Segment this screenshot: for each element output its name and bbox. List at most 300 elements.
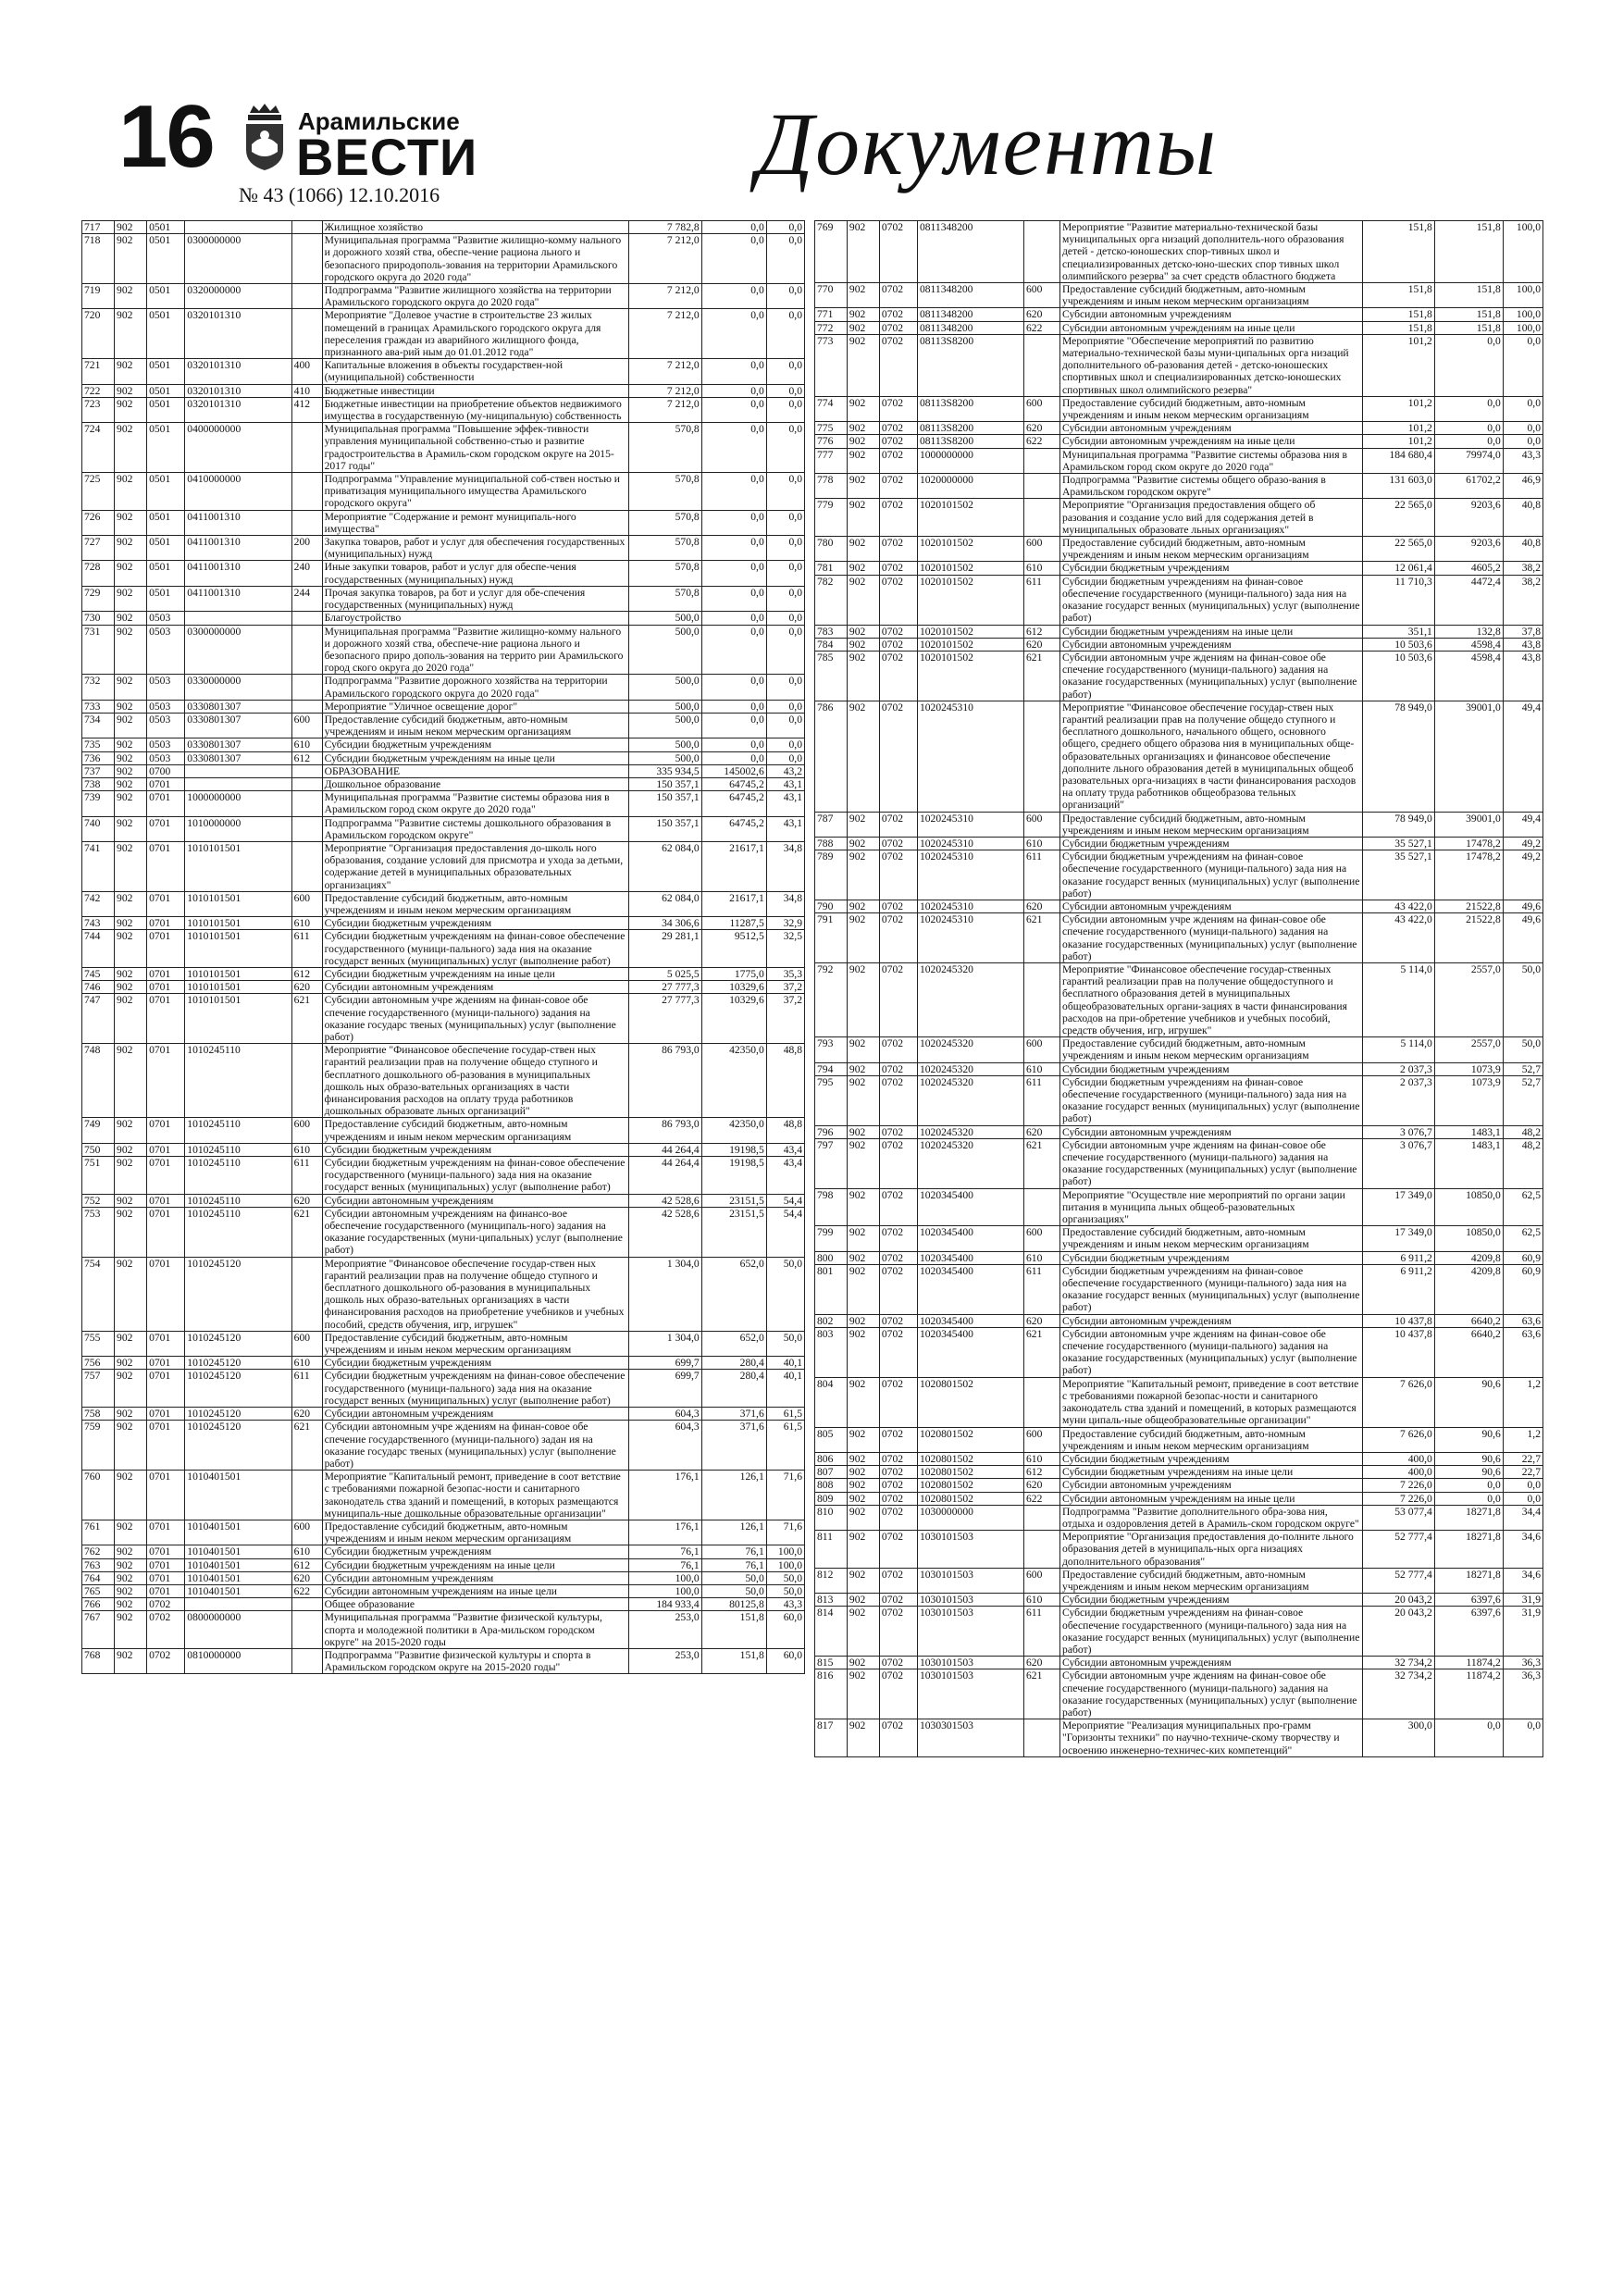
admin-code: 902 xyxy=(115,791,147,816)
executed-amount: 11874,2 xyxy=(1434,1657,1503,1669)
row-number: 732 xyxy=(82,675,115,700)
section-code: 0702 xyxy=(879,913,917,963)
section-code: 0702 xyxy=(147,1598,185,1611)
target-code: 1020101502 xyxy=(917,651,1023,701)
executed-amount: 151,8 xyxy=(1434,308,1503,321)
planned-amount: 7 626,0 xyxy=(1362,1427,1434,1452)
executed-amount: 4598,4 xyxy=(1434,651,1503,701)
table-row xyxy=(815,1669,1543,1719)
executed-amount: 0,0 xyxy=(701,612,766,625)
executed-amount: 61702,2 xyxy=(1434,474,1503,499)
expense-type xyxy=(1024,1188,1060,1226)
execution-percent: 22,7 xyxy=(1503,1452,1542,1465)
execution-percent: 43,4 xyxy=(766,1143,804,1156)
expense-type: 622 xyxy=(1024,1492,1060,1505)
admin-code: 902 xyxy=(115,1648,147,1673)
planned-amount: 7 212,0 xyxy=(629,309,701,359)
row-description: Предоставление субсидий бюджетным, авто-номным учреждениям и иным неком мерческим организациям xyxy=(322,713,629,738)
expense-type xyxy=(291,764,322,777)
row-description: Мероприятие "Организация предоставления общего об разования и создание усло вий для содержания детей в муниципальных образовате льных организациях" xyxy=(1060,499,1363,537)
table-row xyxy=(82,423,805,473)
section-code: 0702 xyxy=(879,1719,917,1757)
target-code: 1010101501 xyxy=(185,891,291,916)
executed-amount: 11874,2 xyxy=(1434,1669,1503,1719)
row-number: 763 xyxy=(82,1558,115,1571)
row-number: 733 xyxy=(82,700,115,713)
admin-code: 902 xyxy=(847,1479,879,1492)
table-row xyxy=(82,1370,805,1408)
table-row xyxy=(82,234,805,284)
executed-amount: 1073,9 xyxy=(1434,1075,1503,1125)
execution-percent: 0,0 xyxy=(766,284,804,309)
expense-type xyxy=(291,234,322,284)
admin-code: 902 xyxy=(847,1075,879,1125)
target-code: 1000000000 xyxy=(185,791,291,816)
expense-type xyxy=(1024,1505,1060,1530)
row-description: Субсидии автономным учре ждениям на финан-совое обе спечение государственного (муници-пального) задания на оказание государственных (муниципальных) услуг (выполнение работ) xyxy=(1060,913,1363,963)
admin-code: 902 xyxy=(847,962,879,1036)
executed-amount: 18271,8 xyxy=(1434,1568,1503,1593)
target-code: 1010401501 xyxy=(185,1545,291,1558)
admin-code: 902 xyxy=(847,1427,879,1452)
executed-amount: 126,1 xyxy=(701,1471,766,1520)
execution-percent: 43,2 xyxy=(766,764,804,777)
row-number: 735 xyxy=(82,738,115,751)
expense-type: 600 xyxy=(1024,1568,1060,1593)
section-code: 0503 xyxy=(147,700,185,713)
executed-amount: 4605,2 xyxy=(1434,562,1503,575)
planned-amount: 2 037,3 xyxy=(1362,1075,1434,1125)
executed-amount: 1483,1 xyxy=(1434,1138,1503,1188)
target-code: 1020101502 xyxy=(917,562,1023,575)
executed-amount: 79974,0 xyxy=(1434,448,1503,473)
budget-table-left xyxy=(81,220,805,1674)
planned-amount: 76,1 xyxy=(629,1558,701,1571)
row-number: 764 xyxy=(82,1571,115,1584)
admin-code: 902 xyxy=(847,1062,879,1075)
executed-amount: 1775,0 xyxy=(701,967,766,980)
execution-percent: 0,0 xyxy=(766,625,804,675)
table-row xyxy=(815,1075,1543,1125)
section-code: 0702 xyxy=(879,1452,917,1465)
execution-percent: 40,8 xyxy=(1503,499,1542,537)
admin-code: 902 xyxy=(115,536,147,561)
row-number: 811 xyxy=(815,1531,848,1569)
executed-amount: 10850,0 xyxy=(1434,1188,1503,1226)
target-code: 0320101310 xyxy=(185,309,291,359)
row-description: Субсидии бюджетным учреждениям xyxy=(322,738,629,751)
table-row xyxy=(815,850,1543,900)
expense-type: 600 xyxy=(1024,1427,1060,1452)
section-code: 0701 xyxy=(147,981,185,994)
section-code: 0702 xyxy=(879,1251,917,1264)
planned-amount: 35 527,1 xyxy=(1362,837,1434,850)
table-row xyxy=(815,448,1543,473)
row-number: 760 xyxy=(82,1471,115,1520)
executed-amount: 21522,8 xyxy=(1434,900,1503,912)
expense-type: 600 xyxy=(291,713,322,738)
execution-percent: 49,4 xyxy=(1503,812,1542,837)
target-code: 1030101503 xyxy=(917,1568,1023,1593)
section-code: 0702 xyxy=(879,1075,917,1125)
executed-amount: 0,0 xyxy=(1434,435,1503,448)
expense-type: 610 xyxy=(291,738,322,751)
row-description: Прочая закупка товаров, ра бот и услуг для обе-спечения государственных (муниципальных) нужд xyxy=(322,586,629,611)
planned-amount: 176,1 xyxy=(629,1471,701,1520)
row-number: 814 xyxy=(815,1607,848,1657)
expense-type: 600 xyxy=(291,1331,322,1356)
executed-amount: 90,6 xyxy=(1434,1427,1503,1452)
target-code: 1010245120 xyxy=(185,1408,291,1421)
section-code: 0702 xyxy=(879,1568,917,1593)
admin-code: 902 xyxy=(847,1466,879,1479)
section-code: 0701 xyxy=(147,1421,185,1471)
row-description: Мероприятие "Осуществле ние мероприятий по органи зации питания в муниципа льных общеоб-разовательных организациях" xyxy=(1060,1188,1363,1226)
admin-code: 902 xyxy=(847,334,879,396)
row-description: Субсидии бюджетным учреждениям на финан-совое обеспечение государственного (муници-пального) зада ния на оказание государст венных (муниципальных) услуг (выполнение работ) xyxy=(1060,1607,1363,1657)
section-code: 0701 xyxy=(147,917,185,930)
execution-percent: 34,8 xyxy=(766,841,804,891)
row-number: 769 xyxy=(815,221,848,283)
section-code: 0701 xyxy=(147,1118,185,1143)
target-code: 08113S8200 xyxy=(917,422,1023,435)
executed-amount: 0,0 xyxy=(701,510,766,535)
execution-percent: 62,5 xyxy=(1503,1188,1542,1226)
admin-code: 902 xyxy=(847,837,879,850)
execution-percent: 0,0 xyxy=(766,738,804,751)
row-number: 743 xyxy=(82,917,115,930)
executed-amount: 18271,8 xyxy=(1434,1531,1503,1569)
table-row xyxy=(815,638,1543,651)
executed-amount: 90,6 xyxy=(1434,1466,1503,1479)
expense-type xyxy=(291,221,322,234)
row-description: Субсидии бюджетным учреждениям на иные цели xyxy=(322,1558,629,1571)
table-row xyxy=(815,1226,1543,1251)
section-code: 0702 xyxy=(879,1314,917,1327)
row-number: 801 xyxy=(815,1264,848,1314)
target-code: 1020345400 xyxy=(917,1251,1023,1264)
row-description: Мероприятие "Уличное освещение дорог" xyxy=(322,700,629,713)
table-row xyxy=(82,1471,805,1520)
expense-type xyxy=(291,612,322,625)
target-code: 1020245320 xyxy=(917,1062,1023,1075)
execution-percent: 1,2 xyxy=(1503,1427,1542,1452)
execution-percent: 43,1 xyxy=(766,777,804,790)
row-number: 772 xyxy=(815,321,848,334)
row-number: 795 xyxy=(815,1075,848,1125)
expense-type xyxy=(291,1611,322,1649)
expense-type xyxy=(291,1257,322,1331)
planned-amount: 100,0 xyxy=(629,1584,701,1597)
admin-code: 902 xyxy=(115,967,147,980)
execution-percent: 0,0 xyxy=(766,536,804,561)
section-code: 0701 xyxy=(147,1370,185,1408)
table-row xyxy=(82,1194,805,1207)
execution-percent: 100,0 xyxy=(1503,221,1542,283)
admin-code: 902 xyxy=(847,1657,879,1669)
admin-code: 902 xyxy=(847,1188,879,1226)
row-number: 789 xyxy=(815,850,848,900)
target-code: 1010101501 xyxy=(185,841,291,891)
section-code: 0701 xyxy=(147,1357,185,1370)
brand-title: ВЕСТИ xyxy=(296,128,478,186)
executed-amount: 371,6 xyxy=(701,1408,766,1421)
section-code: 0701 xyxy=(147,1194,185,1207)
left-column xyxy=(81,220,805,1674)
row-number: 744 xyxy=(82,930,115,968)
executed-amount: 6640,2 xyxy=(1434,1314,1503,1327)
table-row xyxy=(82,1207,805,1257)
row-number: 756 xyxy=(82,1357,115,1370)
row-description: Мероприятие "Обеспечение мероприятий по развитию материально-технической базы муни-ципальных орга низаций дополнительного об-разования детей - детско-юношеских спортивных школ и специализированных детско-юношеских спортивных школ олимпийского резерва" xyxy=(1060,334,1363,396)
row-description: Мероприятие "Организация предоставления до-школь ного образования, создание условий для присмотра и ухода за детьми, содержание детей в муниципальных образовательных организациях" xyxy=(322,841,629,891)
section-code: 0701 xyxy=(147,1408,185,1421)
executed-amount: 151,8 xyxy=(1434,321,1503,334)
row-number: 720 xyxy=(82,309,115,359)
section-code: 0501 xyxy=(147,221,185,234)
target-code: 0320000000 xyxy=(185,284,291,309)
row-description: Подпрограмма "Развитие дорожного хозяйства на территории Арамильского городского округа до 2020 года" xyxy=(322,675,629,700)
expense-type: 600 xyxy=(1024,396,1060,421)
expense-type: 200 xyxy=(291,536,322,561)
expense-type: 620 xyxy=(1024,1479,1060,1492)
row-description: Подпрограмма "Управление муниципальной соб-ствен ностью и приватизация муниципального имущества Арамильского городского округа" xyxy=(322,473,629,511)
expense-type: 611 xyxy=(1024,1075,1060,1125)
table-row xyxy=(815,537,1543,562)
row-number: 782 xyxy=(815,575,848,625)
section-code: 0702 xyxy=(879,448,917,473)
row-number: 737 xyxy=(82,764,115,777)
planned-amount: 43 422,0 xyxy=(1362,913,1434,963)
execution-percent: 0,0 xyxy=(1503,1719,1542,1757)
executed-amount: 126,1 xyxy=(701,1520,766,1545)
expense-type: 622 xyxy=(1024,435,1060,448)
table-row xyxy=(815,1505,1543,1530)
executed-amount: 9203,6 xyxy=(1434,537,1503,562)
expense-type xyxy=(291,1648,322,1673)
row-number: 802 xyxy=(815,1314,848,1327)
admin-code: 902 xyxy=(847,499,879,537)
planned-amount: 335 934,5 xyxy=(629,764,701,777)
table-row xyxy=(815,1479,1543,1492)
row-number: 724 xyxy=(82,423,115,473)
target-code: 1020345400 xyxy=(917,1264,1023,1314)
execution-percent: 36,3 xyxy=(1503,1657,1542,1669)
expense-type: 612 xyxy=(1024,1466,1060,1479)
row-description: Муниципальная программа "Развитие системы образова ния в Арамильском город ском округе до 2020 года" xyxy=(1060,448,1363,473)
target-code: 0400000000 xyxy=(185,423,291,473)
planned-amount: 400,0 xyxy=(1362,1452,1434,1465)
row-description: Субсидии бюджетным учреждениям на финан-совое обеспечение государственного (муници-пального) зада ния на оказание государст венных (муниципальных) услуг (выполнение работ) xyxy=(1060,850,1363,900)
target-code: 1020245320 xyxy=(917,1138,1023,1188)
expense-type: 600 xyxy=(291,1520,322,1545)
row-description: Субсидии автономным учре ждениям на финан-совое обе спечение государственного (муници-пального) задания на оказание государственных (муниципальных) услуг (выполнение работ) xyxy=(1060,651,1363,701)
admin-code: 902 xyxy=(115,1194,147,1207)
row-description: Субсидии автономным учреждениям xyxy=(1060,1314,1363,1327)
planned-amount: 500,0 xyxy=(629,713,701,738)
planned-amount: 27 777,3 xyxy=(629,994,701,1044)
target-code: 1010401501 xyxy=(185,1558,291,1571)
planned-amount: 3 076,7 xyxy=(1362,1125,1434,1138)
row-description: Субсидии бюджетным учреждениям xyxy=(1060,1594,1363,1607)
execution-percent: 0,0 xyxy=(766,309,804,359)
expense-type: 610 xyxy=(1024,562,1060,575)
table-row xyxy=(815,651,1543,701)
target-code xyxy=(185,612,291,625)
executed-amount: 0,0 xyxy=(1434,422,1503,435)
row-description: Субсидии автономным учреждениям на иные цели xyxy=(1060,1492,1363,1505)
executed-amount: 0,0 xyxy=(701,221,766,234)
section-code: 0701 xyxy=(147,841,185,891)
planned-amount: 5 025,5 xyxy=(629,967,701,980)
planned-amount: 32 734,2 xyxy=(1362,1669,1434,1719)
executed-amount: 39001,0 xyxy=(1434,812,1503,837)
expense-type xyxy=(1024,499,1060,537)
executed-amount: 50,0 xyxy=(701,1584,766,1597)
row-number: 766 xyxy=(82,1598,115,1611)
row-number: 719 xyxy=(82,284,115,309)
admin-code: 902 xyxy=(115,777,147,790)
table-row xyxy=(82,1545,805,1558)
target-code: 0810000000 xyxy=(185,1648,291,1673)
admin-code: 902 xyxy=(847,1125,879,1138)
target-code: 0330801307 xyxy=(185,751,291,764)
section-code: 0702 xyxy=(879,1607,917,1657)
executed-amount: 80125,8 xyxy=(701,1598,766,1611)
executed-amount: 0,0 xyxy=(1434,396,1503,421)
planned-amount: 570,8 xyxy=(629,536,701,561)
admin-code: 902 xyxy=(115,1143,147,1156)
row-number: 738 xyxy=(82,777,115,790)
row-number: 753 xyxy=(82,1207,115,1257)
table-row xyxy=(815,1062,1543,1075)
table-row xyxy=(82,221,805,234)
table-row xyxy=(82,738,805,751)
target-code: 1020245310 xyxy=(917,850,1023,900)
row-number: 778 xyxy=(815,474,848,499)
row-number: 718 xyxy=(82,234,115,284)
admin-code: 902 xyxy=(115,713,147,738)
executed-amount: 17478,2 xyxy=(1434,837,1503,850)
executed-amount: 280,4 xyxy=(701,1357,766,1370)
expense-type: 610 xyxy=(1024,1251,1060,1264)
row-description: Субсидии автономным учреждениям на иные цели xyxy=(1060,321,1363,334)
admin-code: 902 xyxy=(847,638,879,651)
planned-amount: 78 949,0 xyxy=(1362,812,1434,837)
section-code: 0702 xyxy=(879,321,917,334)
planned-amount: 20 043,2 xyxy=(1362,1594,1434,1607)
row-number: 812 xyxy=(815,1568,848,1593)
expense-type: 611 xyxy=(291,930,322,968)
planned-amount: 7 212,0 xyxy=(629,384,701,397)
row-number: 746 xyxy=(82,981,115,994)
admin-code: 902 xyxy=(115,284,147,309)
row-number: 739 xyxy=(82,791,115,816)
planned-amount: 10 503,6 xyxy=(1362,638,1434,651)
planned-amount: 34 306,6 xyxy=(629,917,701,930)
table-row xyxy=(82,981,805,994)
row-number: 775 xyxy=(815,422,848,435)
executed-amount: 0,0 xyxy=(1434,334,1503,396)
section-code: 0701 xyxy=(147,1545,185,1558)
planned-amount: 11 710,3 xyxy=(1362,575,1434,625)
table-row xyxy=(815,435,1543,448)
planned-amount: 184 933,4 xyxy=(629,1598,701,1611)
expense-type xyxy=(1024,474,1060,499)
table-row xyxy=(82,384,805,397)
target-code: 1010245110 xyxy=(185,1194,291,1207)
target-code: 1020801502 xyxy=(917,1492,1023,1505)
expense-type: 621 xyxy=(291,1207,322,1257)
row-description: Субсидии бюджетным учреждениям xyxy=(322,917,629,930)
section-code: 0701 xyxy=(147,1207,185,1257)
planned-amount: 100,0 xyxy=(629,1571,701,1584)
row-number: 781 xyxy=(815,562,848,575)
executed-amount: 90,6 xyxy=(1434,1377,1503,1427)
admin-code: 902 xyxy=(847,435,879,448)
admin-code: 902 xyxy=(115,473,147,511)
planned-amount: 7 212,0 xyxy=(629,234,701,284)
planned-amount: 43 422,0 xyxy=(1362,900,1434,912)
planned-amount: 351,1 xyxy=(1362,625,1434,638)
planned-amount: 3 076,7 xyxy=(1362,1138,1434,1188)
row-number: 793 xyxy=(815,1037,848,1062)
planned-amount: 570,8 xyxy=(629,473,701,511)
row-description: ОБРАЗОВАНИЕ xyxy=(322,764,629,777)
expense-type: 610 xyxy=(291,917,322,930)
target-code: 1010245120 xyxy=(185,1331,291,1356)
section-code: 0702 xyxy=(879,1138,917,1188)
row-number: 717 xyxy=(82,221,115,234)
table-row xyxy=(815,1594,1543,1607)
row-description: Общее образование xyxy=(322,1598,629,1611)
planned-amount: 7 626,0 xyxy=(1362,1377,1434,1427)
target-code: 1010401501 xyxy=(185,1520,291,1545)
table-row xyxy=(82,1571,805,1584)
execution-percent: 38,2 xyxy=(1503,562,1542,575)
target-code: 0320101310 xyxy=(185,359,291,384)
execution-percent: 100,0 xyxy=(1503,283,1542,308)
execution-percent: 46,9 xyxy=(1503,474,1542,499)
expense-type: 621 xyxy=(1024,1669,1060,1719)
admin-code: 902 xyxy=(115,1598,147,1611)
table-row xyxy=(815,1264,1543,1314)
planned-amount: 62 084,0 xyxy=(629,841,701,891)
section-code: 0701 xyxy=(147,1143,185,1156)
admin-code: 902 xyxy=(115,930,147,968)
planned-amount: 500,0 xyxy=(629,738,701,751)
admin-code: 902 xyxy=(115,625,147,675)
section-code: 0503 xyxy=(147,675,185,700)
admin-code: 902 xyxy=(115,700,147,713)
admin-code: 902 xyxy=(115,1207,147,1257)
row-description: Субсидии автономным учреждениям xyxy=(1060,1657,1363,1669)
expense-type xyxy=(1024,334,1060,396)
planned-amount: 62 084,0 xyxy=(629,891,701,916)
planned-amount: 5 114,0 xyxy=(1362,1037,1434,1062)
row-number: 817 xyxy=(815,1719,848,1757)
section-code: 0702 xyxy=(879,1657,917,1669)
row-description: Подпрограмма "Развитие физической культуры и спорта в Арамильском городском округе на 2015-2020 годы" xyxy=(322,1648,629,1673)
table-row xyxy=(82,764,805,777)
planned-amount: 699,7 xyxy=(629,1370,701,1408)
expense-type xyxy=(1024,221,1060,283)
row-description: Субсидии автономным учреждениям xyxy=(1060,308,1363,321)
execution-percent: 49,6 xyxy=(1503,913,1542,963)
section-code: 0702 xyxy=(879,422,917,435)
target-code: 0811348200 xyxy=(917,283,1023,308)
planned-amount: 29 281,1 xyxy=(629,930,701,968)
